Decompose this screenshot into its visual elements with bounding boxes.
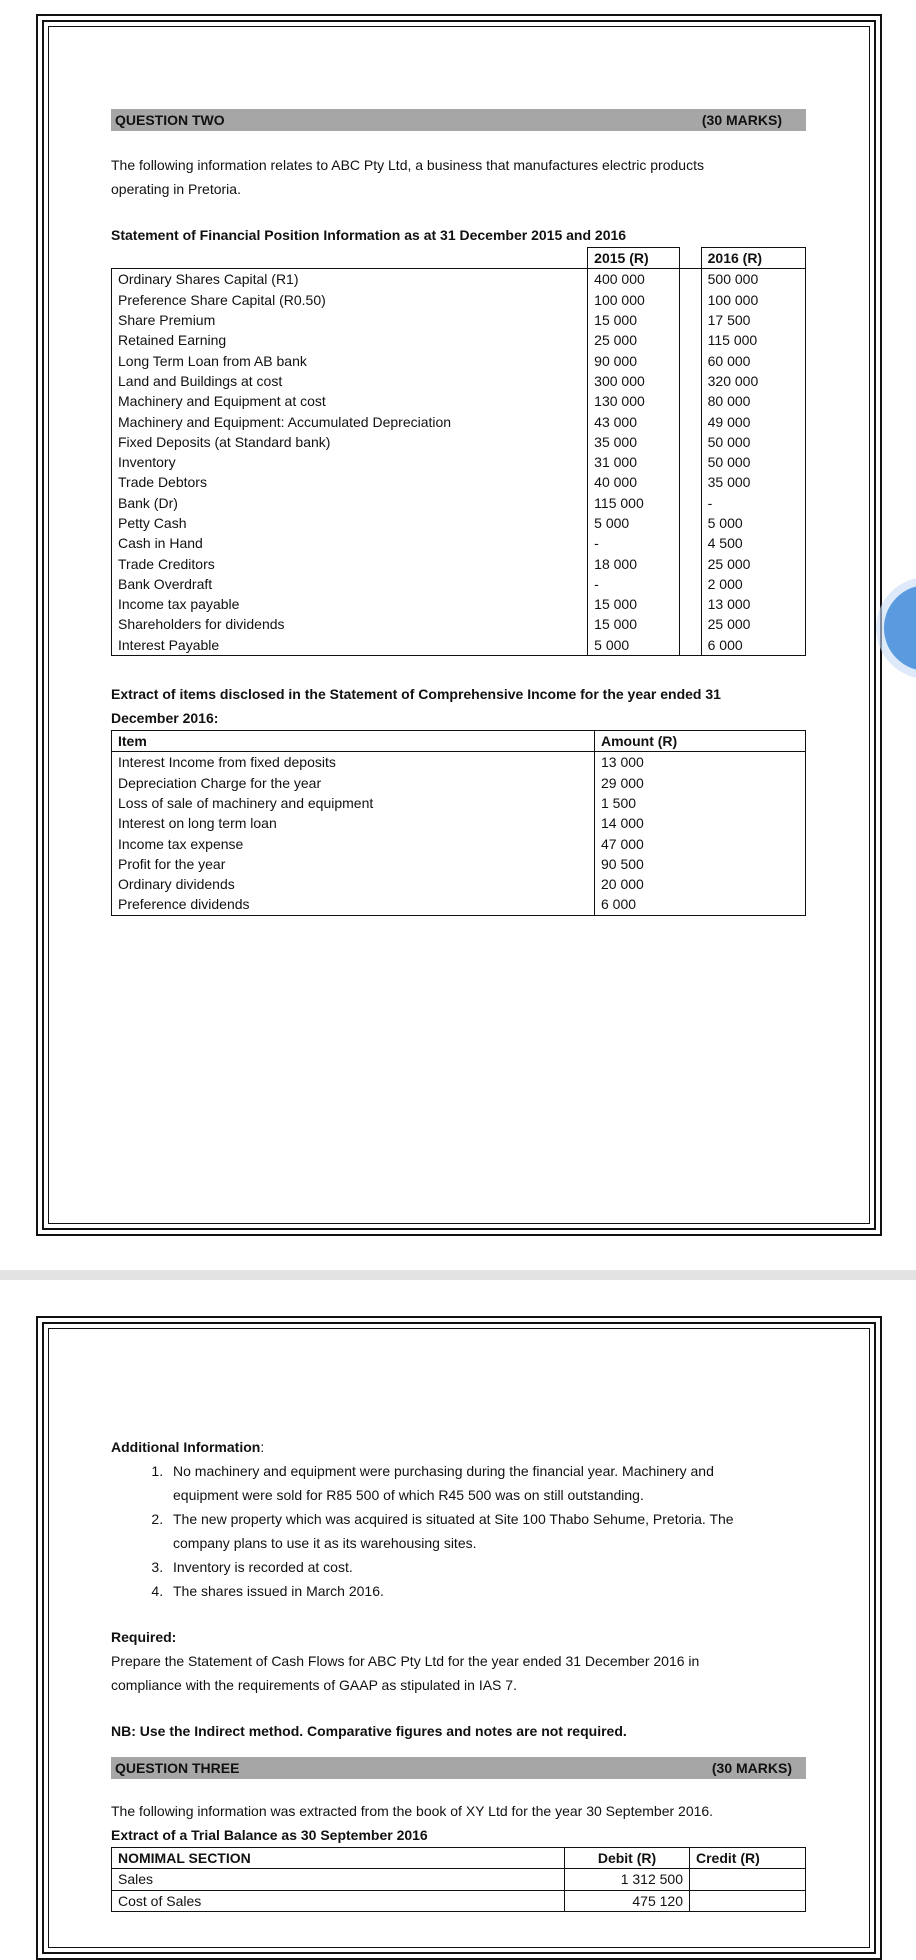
additional-item [167,1579,806,1603]
tb-col-section: NOMIMAL SECTION [112,1848,565,1869]
sci-row-amount: 6 000 [595,894,806,915]
tb-col-credit: Credit (R) [690,1848,806,1869]
sfp-row [112,533,806,553]
sfp-row [112,350,806,370]
sfp-col-2016: 2016 (R) [701,248,805,269]
sfp-row-label: Inventory [112,452,588,472]
sfp-row-2015: 15 000 [588,594,680,614]
sfp-row-2015: 43 000 [588,411,680,431]
sci-row [112,874,806,894]
additional-item [167,1459,806,1507]
sfp-row-2015: 25 000 [588,330,680,350]
sci-row-label: Ordinary dividends [112,874,595,894]
sfp-row-2015: 18 000 [588,553,680,573]
tb-col-debit: Debit (R) [565,1848,690,1869]
additional-item-line-1: No machinery and equipment were purchasing during the financial year. Machinery and [173,1463,714,1479]
sfp-row [112,513,806,533]
sfp-row-2015: - [588,533,680,553]
sci-heading-line-1: Extract of items disclosed in the Statement of Comprehensive Income for the year ended 31 [111,685,721,702]
sci-row-label: Loss of sale of machinery and equipment [112,793,595,813]
sfp-row-label: Trade Debtors [112,472,588,492]
sfp-row-label: Land and Buildings at cost [112,371,588,391]
sfp-row-2016: 2 000 [701,574,805,594]
additional-section [111,1435,806,1912]
sfp-row [112,290,806,310]
sci-row-amount: 1 500 [595,793,806,813]
question-two-title: QUESTION TWO [115,112,225,128]
sfp-row-2016: 25 000 [701,553,805,573]
page-separator [0,1270,916,1280]
tb-row-debit: 475 120 [565,1890,690,1911]
additional-item-line-2: equipment were sold for R85 500 of which R45 500 was on still outstanding. [173,1487,644,1503]
tb-row-credit [690,1869,806,1890]
sfp-row-2015: 5 000 [588,513,680,533]
sfp-row-2016: 5 000 [701,513,805,533]
sci-row-amount: 14 000 [595,813,806,833]
sfp-row-2015: 15 000 [588,310,680,330]
sfp-row-label: Retained Earning [112,330,588,350]
additional-item-line-1: Inventory is recorded at cost. [173,1559,353,1575]
sci-row-label: Profit for the year [112,854,595,874]
tb-heading: Extract of a Trial Balance as 30 September 2016 [111,1827,428,1843]
sfp-row-2015: 130 000 [588,391,680,411]
sci-row [112,854,806,874]
sfp-row [112,310,806,330]
sfp-row-2016: 320 000 [701,371,805,391]
sfp-row-2015: 300 000 [588,371,680,391]
question-three-title: QUESTION THREE [115,1760,240,1776]
tb-row-label: Cost of Sales [112,1890,565,1911]
tb-row-debit: 1 312 500 [565,1869,690,1890]
sfp-row-2016: 35 000 [701,472,805,492]
sfp-row-label: Income tax payable [112,594,588,614]
sfp-row-2016: 50 000 [701,452,805,472]
sfp-row-2016: 4 500 [701,533,805,553]
additional-item-line-1: The shares issued in March 2016. [173,1583,384,1599]
sfp-row-label: Petty Cash [112,513,588,533]
sfp-row-2015: 5 000 [588,635,680,656]
sfp-row-2016: - [701,493,805,513]
floating-action-button[interactable] [884,585,916,671]
additional-item [167,1555,806,1579]
sci-row-amount: 13 000 [595,752,806,773]
sfp-table [111,247,806,656]
sfp-row-2016: 80 000 [701,391,805,411]
sfp-row [112,553,806,573]
sfp-row-label: Bank (Dr) [112,493,588,513]
sfp-row-label: Ordinary Shares Capital (R1) [112,269,588,290]
sfp-col-2015: 2015 (R) [588,248,680,269]
additional-item-line-2: company plans to use it as its warehousing sites. [173,1535,477,1551]
sfp-row-label: Preference Share Capital (R0.50) [112,290,588,310]
tb-row [112,1890,806,1911]
additional-list [111,1459,806,1603]
sfp-row [112,391,806,411]
sfp-row-label: Shareholders for dividends [112,614,588,634]
sfp-row [112,594,806,614]
tb-row-credit [690,1890,806,1911]
sci-row-label: Income tax expense [112,833,595,853]
sfp-row-label: Trade Creditors [112,553,588,573]
sci-row [112,813,806,833]
sci-row [112,752,806,773]
tb-row [112,1869,806,1890]
sfp-row [112,614,806,634]
sci-heading-line-2: December 2016: [111,709,219,726]
sfp-row-2015: 100 000 [588,290,680,310]
sfp-row-2016: 500 000 [701,269,805,290]
sfp-row-label: Fixed Deposits (at Standard bank) [112,432,588,452]
sci-col-item: Item [112,730,595,751]
additional-item [167,1507,806,1555]
sfp-row [112,411,806,431]
additional-colon: : [260,1439,265,1455]
sci-row [112,833,806,853]
required-line-1: Prepare the Statement of Cash Flows for ABC Pty Ltd for the year ended 31 December 2016 in [111,1653,700,1669]
sci-row-label: Interest Income from fixed deposits [112,752,595,773]
additional-heading: Additional Information [111,1439,261,1455]
sfp-row-2016: 25 000 [701,614,805,634]
sfp-row [112,269,806,290]
sfp-row-label: Share Premium [112,310,588,330]
sfp-heading: Statement of Financial Position Information as at 31 December 2015 and 2016 [111,227,627,243]
sfp-row-2015: 40 000 [588,472,680,492]
sfp-row-2015: 15 000 [588,614,680,634]
sfp-row-label: Machinery and Equipment: Accumulated Depreciation [112,411,588,431]
sci-row-amount: 29 000 [595,773,806,793]
sci-row-amount: 47 000 [595,833,806,853]
sfp-row-2016: 49 000 [701,411,805,431]
sci-row-label: Depreciation Charge for the year [112,773,595,793]
sfp-row-2016: 6 000 [701,635,805,656]
sci-row-amount: 20 000 [595,874,806,894]
required-heading: Required: [111,1629,177,1645]
sfp-row-2015: 400 000 [588,269,680,290]
sfp-row [112,574,806,594]
sfp-row-2016: 60 000 [701,350,805,370]
sci-row [112,773,806,793]
sfp-row-2016: 115 000 [701,330,805,350]
sci-row [112,793,806,813]
sfp-row-2016: 17 500 [701,310,805,330]
sfp-row [112,330,806,350]
required-line-2: compliance with the requirements of GAAP as stipulated in IAS 7. [111,1677,517,1693]
sfp-row-2015: - [588,574,680,594]
sfp-row [112,472,806,492]
question-two-marks: (30 MARKS) [701,112,782,128]
sci-row-label: Preference dividends [112,894,595,915]
sfp-row-2016: 50 000 [701,432,805,452]
intro-line-2: operating in Pretoria. [111,181,241,197]
sfp-row-2015: 115 000 [588,493,680,513]
sfp-row-label: Machinery and Equipment at cost [112,391,588,411]
sfp-row [112,452,806,472]
sci-row-label: Interest on long term loan [112,813,595,833]
nb-note: NB: Use the Indirect method. Comparative figures and notes are not required. [111,1723,627,1739]
sfp-row [112,635,806,656]
sfp-row-2015: 35 000 [588,432,680,452]
sci-row-amount: 90 500 [595,854,806,874]
sfp-row-label: Cash in Hand [112,533,588,553]
sfp-row-2015: 90 000 [588,350,680,370]
trial-balance-table [111,1847,806,1912]
sfp-row [112,493,806,513]
q3-intro: The following information was extracted from the book of XY Ltd for the year 30 September 2016. [111,1803,714,1819]
question-three-header [111,1757,806,1779]
sfp-row [112,432,806,452]
sfp-row [112,371,806,391]
sfp-row-2016: 100 000 [701,290,805,310]
sci-row [112,894,806,915]
sci-col-amount: Amount (R) [595,730,806,751]
sfp-row-label: Bank Overdraft [112,574,588,594]
sfp-row-label: Interest Payable [112,635,588,656]
tb-row-label: Sales [112,1869,565,1890]
question-two-header [111,109,806,131]
additional-item-line-1: The new property which was acquired is situated at Site 100 Thabo Sehume, Pretoria. The [173,1511,734,1527]
sci-table [111,730,806,916]
intro-line-1: The following information relates to ABC Pty Ltd, a business that manufactures electric products [111,157,704,173]
sfp-row-2016: 13 000 [701,594,805,614]
sfp-row-2015: 31 000 [588,452,680,472]
question-three-marks: (30 MARKS) [711,1760,792,1776]
question-two-section [111,109,806,916]
sfp-row-label: Long Term Loan from AB bank [112,350,588,370]
